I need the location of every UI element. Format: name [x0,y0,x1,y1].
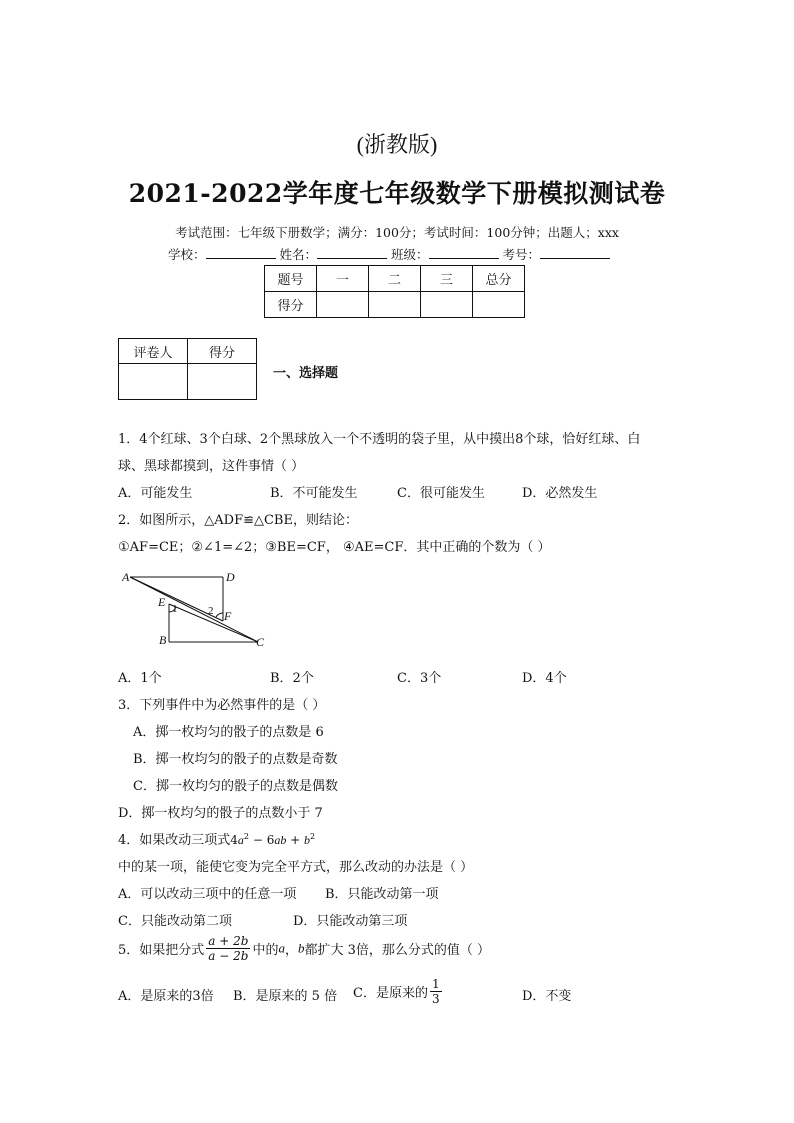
grader-header-cell: 得分 [188,339,257,364]
q5-option-a[interactable]: A．是原来的3倍 [118,989,214,1004]
q5-fraction-denominator: a − 2b [208,949,249,963]
q1-option-a[interactable]: A．可能发生 [118,486,193,501]
q4-option-a[interactable]: A．可以改动三项中的任意一项 [118,887,297,902]
label-e: E [158,595,166,609]
q2-stem: 2．如图所示，△ADF≌△CBE，则结论： [118,513,358,528]
q1-option-b[interactable]: B．不可能发生 [270,486,358,501]
label-f: F [224,609,232,623]
q5-var-b: b [297,940,305,956]
q4-option-c[interactable]: C．只能改动第二项 [118,914,232,929]
angle-2-arc [216,613,223,617]
label-d: D [226,570,235,584]
grader-table [118,338,257,400]
q4-option-d[interactable]: D．只能改动第三项 [293,914,408,929]
q4-stem-line2: 中的某一项，能使它变为完全平方式，那么改动的办法是（ ） [118,860,474,875]
score-table-value-row [265,292,525,318]
q1-option-c[interactable]: C．很可能发生 [397,486,485,501]
score-table-header-row [265,266,525,292]
score-cell[interactable] [473,292,525,318]
q5-var-a: a [278,940,285,956]
q3-stem: 3．下列事件中为必然事件的是（ ） [118,698,326,713]
q4-trinomial: $4a^2 - 6ab + b^2$ [230,832,316,847]
q1-option-d[interactable]: D．必然发生 [522,486,598,501]
score-table [264,265,525,318]
q5-fraction-numerator: a + 2b [208,934,249,948]
q5-option-c-numerator: 1 [431,977,440,991]
q5-option-c-fraction [430,977,442,1006]
score-header-cell: 总分 [473,266,525,292]
q5-option-c-denominator: 3 [431,992,440,1006]
score-header-cell: 三 [421,266,473,292]
score-row-label: 得分 [265,292,317,318]
q5-option-c[interactable] [353,977,444,1006]
q3-option-d[interactable]: D．掷一枚均匀的骰子的点数小于 7 [118,806,323,821]
id-label: 考号： [502,247,541,262]
class-blank[interactable] [429,246,499,259]
q2-conclusions: ①AF=CE；②∠1=∠2；③BE=CF， ④AE=CF．其中正确的个数为（ ） [118,540,551,555]
student-info-line [168,245,610,263]
q2-option-b[interactable]: B．2个 [270,671,314,686]
segment-ec [169,604,258,642]
exam-info: 考试范围：七年级下册数学；满分：100分；考试时间：100分钟；出题人；xxx [175,225,619,240]
grader-cell[interactable] [188,364,257,400]
class-label: 班级： [391,247,429,262]
q5-stem [118,934,490,963]
q5-fraction [206,934,250,963]
name-blank[interactable] [317,246,387,259]
school-blank[interactable] [206,246,276,259]
q5-option-d[interactable]: D．不变 [522,989,572,1004]
exam-title: 2021-2022学年度七年级数学下册模拟测试卷 [128,179,666,208]
q4-option-b[interactable]: B．只能改动第一项 [325,887,439,902]
score-header-cell: 题号 [265,266,317,292]
q5-option-b[interactable]: B．是原来的 5 倍 [233,989,338,1004]
q3-option-b[interactable]: B．掷一枚均匀的骰子的点数是奇数 [133,752,338,767]
score-cell[interactable] [421,292,473,318]
q2-option-c[interactable]: C．3个 [397,671,442,686]
section-title: 一、选择题 [273,366,339,381]
q3-option-c[interactable]: C．掷一枚均匀的骰子的点数是偶数 [133,779,338,794]
score-cell[interactable] [369,292,421,318]
grader-header-cell: 评卷人 [119,339,188,364]
segment-ac [130,577,258,642]
name-label: 姓名： [279,247,318,262]
score-cell[interactable] [317,292,369,318]
id-blank[interactable] [540,246,610,259]
score-header-cell: 二 [369,266,421,292]
q5-stem-mid: 中的 [252,943,279,958]
angle-1-label: 1 [172,603,178,615]
q5-comma: ， [284,943,298,958]
angle-2-label: 2 [208,605,214,617]
edition-label: (浙教版) [356,132,438,157]
q3-option-a[interactable]: A．掷一枚均匀的骰子的点数是 6 [133,725,324,740]
label-c: C [256,635,265,649]
q1-stem-line1: 1．4个红球、3个白球、2个黑球放入一个不透明的袋子里，从中摸出8个球，恰好红球、白 [118,432,641,447]
triangle-figure [118,566,268,650]
q5-stem-suffix: 都扩大 3倍，那么分式的值（ ） [304,943,491,958]
q1-stem-line2: 球、黑球都摸到，这件事情（ ） [118,459,305,474]
score-header-cell: 一 [317,266,369,292]
school-label: 学校： [168,247,206,262]
q2-option-a[interactable]: A．1个 [118,671,162,686]
q4-stem-prefix: 4．如果改动三项式 [118,833,231,848]
q5-option-c-text: C．是原来的 [353,986,428,1001]
q5-stem-prefix: 5．如果把分式 [118,943,205,958]
grader-cell[interactable] [119,364,188,400]
label-a: A [122,570,130,584]
q2-option-d[interactable]: D．4个 [522,671,567,686]
q4-stem [118,829,315,848]
label-b: B [159,633,167,647]
